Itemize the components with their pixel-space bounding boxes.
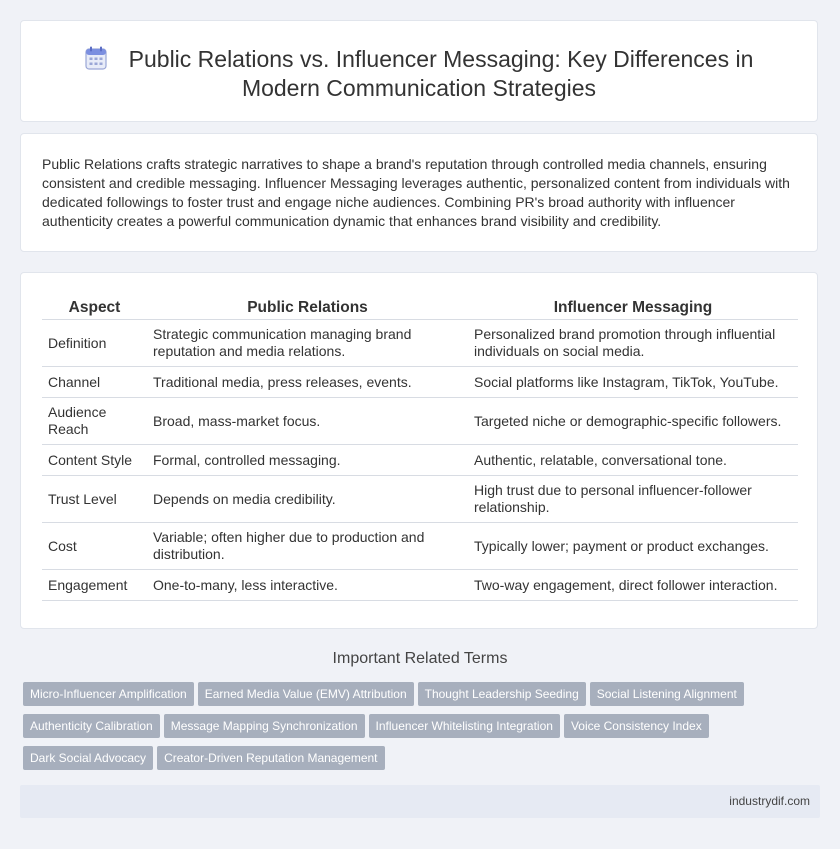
pr-cell: One-to-many, less interactive. [147,570,468,601]
comparison-card [20,272,818,629]
related-term-tag[interactable]: Dark Social Advocacy [23,746,153,770]
title-card [20,20,818,122]
related-terms-heading: Important Related Terms [332,650,508,667]
intro-card [20,133,818,252]
pr-cell: Broad, mass-market focus. [147,398,468,445]
pr-cell: Variable; often higher due to production and distribution. [147,523,468,570]
table-row [42,570,798,601]
aspect-cell: Cost [42,523,147,570]
aspect-cell: Definition [42,320,147,367]
page-title [21,45,817,103]
table-row [42,476,798,523]
related-term-tag[interactable]: Social Listening Alignment [590,682,744,706]
pr-cell: Formal, controlled messaging. [147,445,468,476]
pr-cell: Depends on media credibility. [147,476,468,523]
aspect-cell: Channel [42,367,147,398]
related-term-tag[interactable]: Authenticity Calibration [23,714,160,738]
influencer-cell: Typically lower; payment or product exchanges. [468,523,798,570]
related-term-tag[interactable]: Influencer Whitelisting Integration [369,714,560,738]
related-term-tag[interactable]: Voice Consistency Index [564,714,709,738]
footer-site[interactable]: industrydif.com [729,794,810,808]
header-influencer-messaging: Influencer Messaging [468,296,798,320]
influencer-cell: Personalized brand promotion through influential individuals on social media. [468,320,798,367]
related-terms-list [23,682,803,778]
table-row [42,523,798,570]
footer [20,785,820,818]
influencer-cell: Authentic, relatable, conversational tone. [468,445,798,476]
related-term-tag[interactable]: Thought Leadership Seeding [418,682,586,706]
table-row [42,320,798,367]
influencer-cell: Social platforms like Instagram, TikTok, YouTube. [468,367,798,398]
related-term-tag[interactable]: Earned Media Value (EMV) Attribution [198,682,414,706]
related-term-tag[interactable]: Message Mapping Synchronization [164,714,365,738]
table-header-row [42,296,798,320]
table-row [42,398,798,445]
header-public-relations: Public Relations [147,296,468,320]
aspect-cell: Engagement [42,570,147,601]
comparison-table [42,296,798,601]
pr-cell: Traditional media, press releases, events. [147,367,468,398]
page-title-text: Public Relations vs. Influencer Messaging: Key Differences in Modern Communication Strategies [128,46,754,101]
intro-paragraph: Public Relations crafts strategic narratives to shape a brand's reputation through controlled media channels, ensuring consistent and credible messaging. Influencer Messaging leverages authentic, personalized content from individuals with dedicated followings to foster trust and engage niche audiences. Combining PR's broad authority with influencer authenticity creates a powerful communication dynamic that enhances brand visibility and credibility. [42,156,790,229]
related-term-tag[interactable]: Creator-Driven Reputation Management [157,746,384,770]
related-term-tag[interactable]: Micro-Influencer Amplification [23,682,194,706]
aspect-cell: Content Style [42,445,147,476]
aspect-cell: Audience Reach [42,398,147,445]
pr-cell: Strategic communication managing brand reputation and media relations. [147,320,468,367]
header-aspect: Aspect [42,296,147,320]
aspect-cell: Trust Level [42,476,147,523]
influencer-cell: Two-way engagement, direct follower interaction. [468,570,798,601]
calendar-icon [85,46,107,70]
influencer-cell: High trust due to personal influencer-follower relationship. [468,476,798,523]
table-row [42,445,798,476]
influencer-cell: Targeted niche or demographic-specific followers. [468,398,798,445]
table-row [42,367,798,398]
